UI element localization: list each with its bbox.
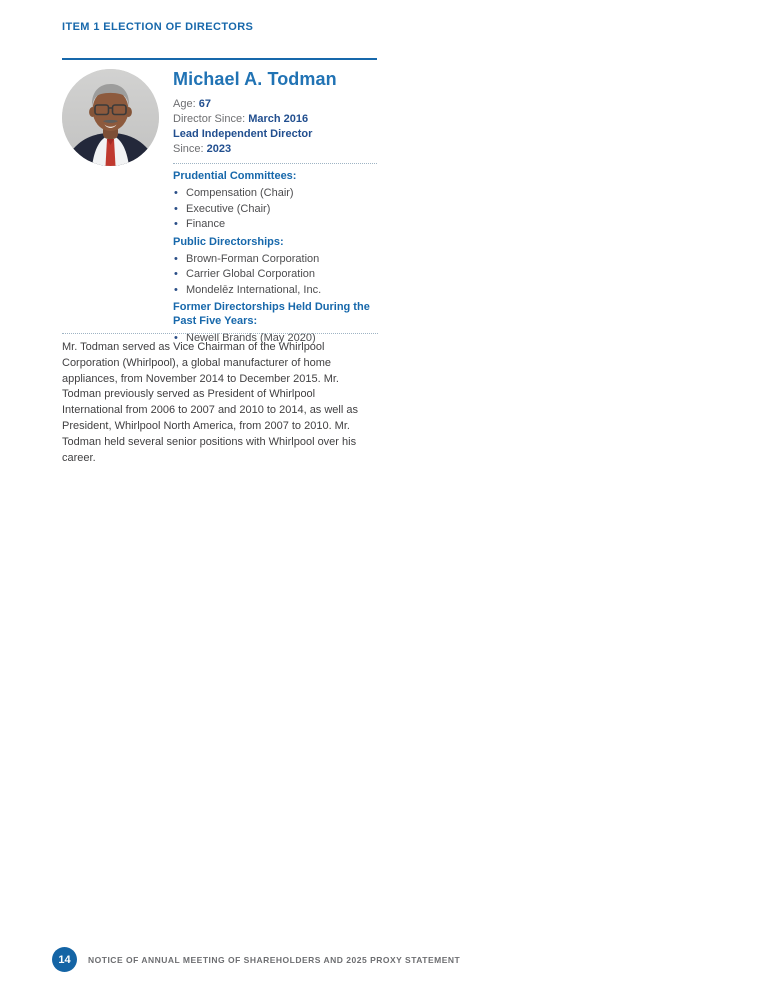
list-item: • Carrier Global Corporation [173,267,377,283]
list-item: • Mondelēz International, Inc. [173,283,377,299]
section-heading-public-directorships: Public Directorships: [173,235,284,248]
director-photo [62,69,159,166]
director-bio-block [62,333,378,466]
director-profile [62,69,377,347]
director-since-row [173,112,377,127]
age-label: Age: [173,98,196,110]
portrait-illustration [62,69,159,166]
list-item: • Executive (Chair) [173,202,377,218]
lead-independent-title: Lead Independent Director [173,128,313,140]
footer-text: NOTICE OF ANNUAL MEETING OF SHAREHOLDERS AND 2025 PROXY STATEMENT [88,954,461,965]
lead-since-row [173,142,377,157]
list-item: • Finance [173,217,377,233]
dotted-divider [173,163,377,164]
director-since-value: March 2016 [248,113,309,125]
director-info-column [173,69,377,347]
age-value: 67 [198,98,211,110]
public-directorships-list [173,252,377,299]
lead-since-label: Since: [173,143,204,155]
header-rule [62,58,377,60]
list-item: • Compensation (Chair) [173,186,377,202]
director-name: Michael A. Todman [173,69,337,89]
director-since-label: Director Since: [173,113,246,125]
age-row [173,97,377,112]
director-bio: Mr. Todman served as Vice Chairman of the Whirlpool Corporation (Whirlpool), a global manufacturer of home appliances, from November 2014 to December 2015. Mr. Todman previously served as President of Whirlpool International from 2006 to 2007 and 2010 to 2014, as well as President, Whirlpool North America, from 2007 to 2010. Mr. Todman held several senior positions with Whirlpool over his career. [62,341,358,464]
page-number-badge: 14 [52,947,77,972]
list-item: • Newell Brands (May 2020) [173,331,377,347]
list-item: • Brown-Forman Corporation [173,252,377,268]
page-footer [52,947,460,972]
page-header: ITEM 1 ELECTION OF DIRECTORS [62,21,254,33]
committees-list [173,186,377,233]
section-heading-committees: Prudential Committees: [173,170,297,182]
section-heading-former-directorships: Former Directorships Held During the Past Five Years: [173,301,370,327]
lead-since-value: 2023 [206,143,232,155]
